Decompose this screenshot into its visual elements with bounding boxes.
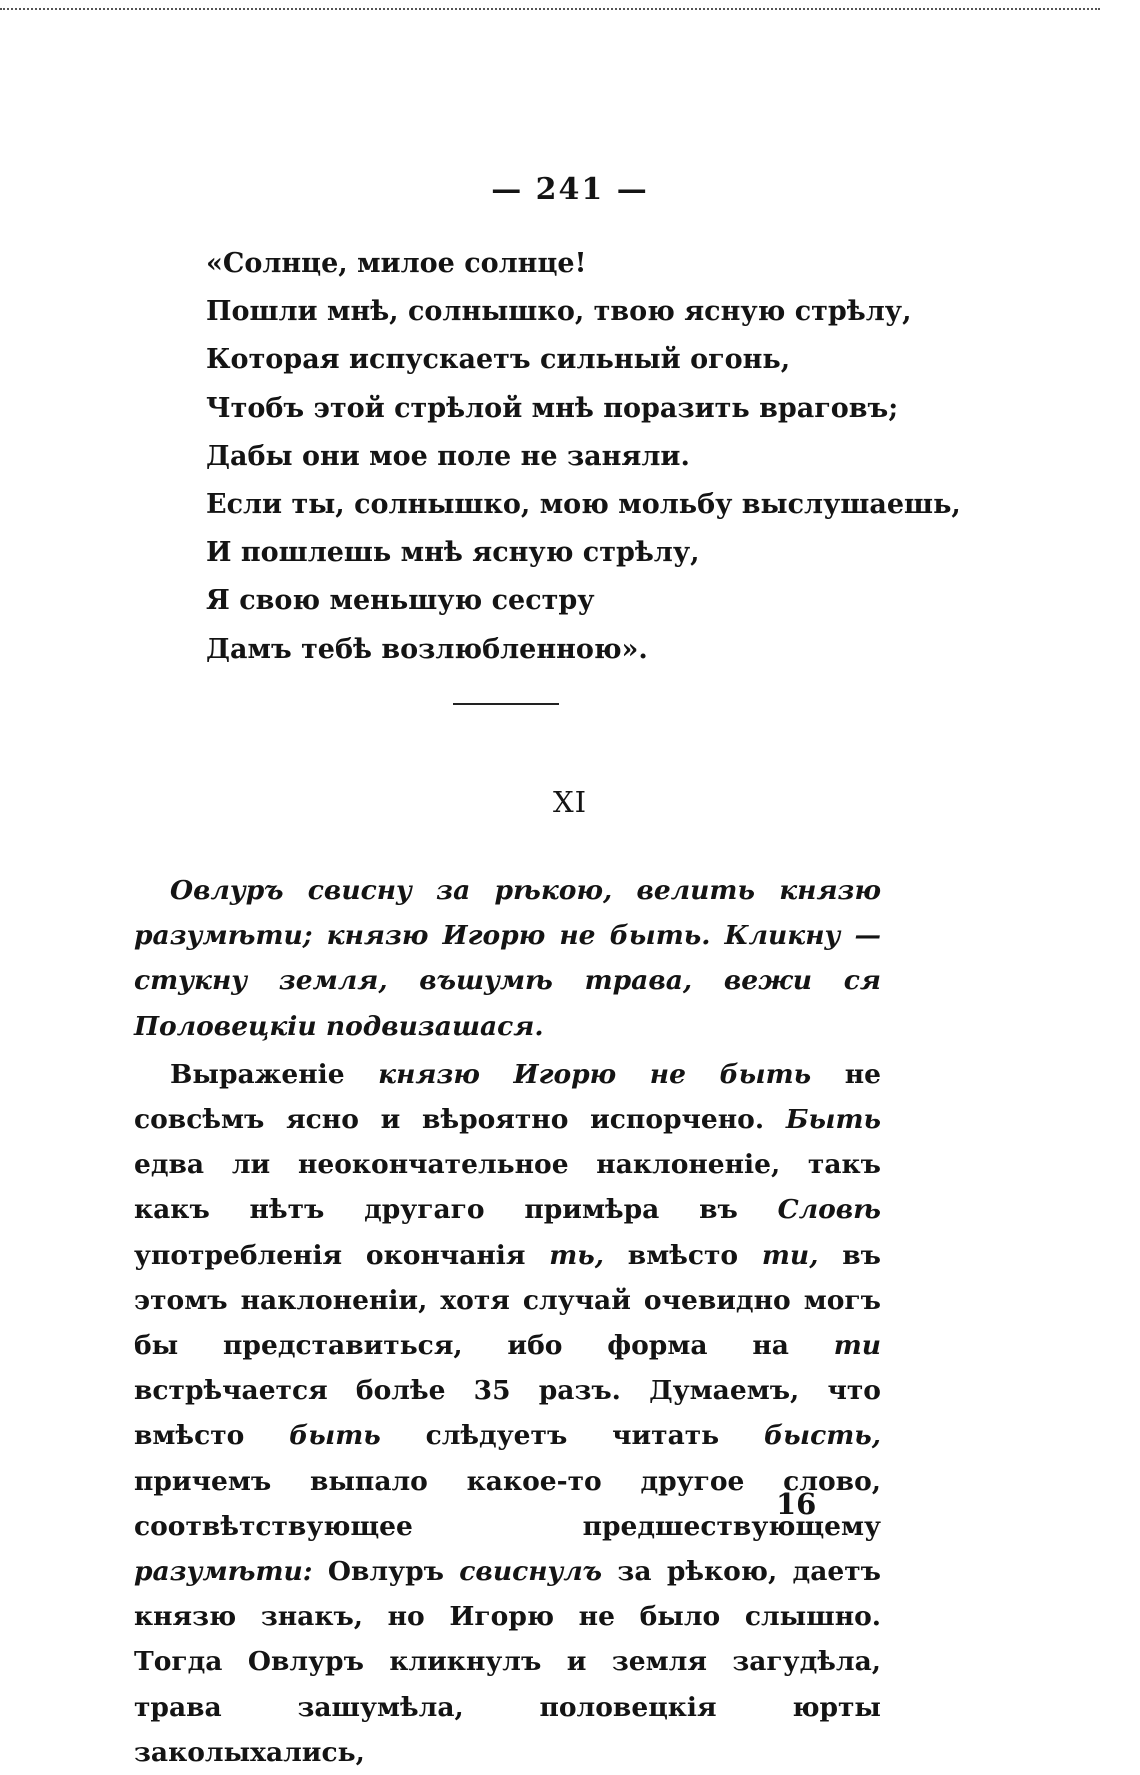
poem-line: Если ты, солнышко, мою мольбу выслушаешь,	[206, 489, 961, 521]
text-run: слѣдуетъ читать	[380, 1420, 764, 1452]
text-run: въ этомъ наклоненіи, хотя случай очевидно могъ бы представиться, ибо форма на	[134, 1239, 881, 1362]
poem-line: Я свою меньшую сестру	[206, 585, 595, 617]
text-run: Выраженіе	[170, 1058, 379, 1090]
text-run: причемъ выпало какое-то другое слово, соотвѣтствующее предшествующему	[134, 1465, 881, 1542]
poem-line: Дамъ тебѣ возлюбленною».	[206, 633, 648, 665]
text-run: едва ли неокончательное наклоненіе, такъ какъ нѣтъ другаго примѣра въ	[134, 1149, 881, 1226]
text-run: употребленія окончанія	[134, 1239, 550, 1271]
text-run: не совсѣмъ ясно и вѣроятно испорчено.	[134, 1058, 881, 1136]
quoted-passage: Овлуръ свисну за рѣкою, велить князю разумѣти; князю Игорю не быть. Кликну — стукну земля, въшумѣ трава, вежи ся Половецкіи подвизашася.	[134, 875, 881, 1042]
text-run: Овлуръ	[312, 1556, 460, 1588]
text-run: встрѣчается болѣе 35 разъ. Думаемъ, что вмѣсто	[134, 1375, 881, 1452]
body-text	[134, 868, 881, 1775]
poem-line: «Солнце, милое солнце!	[206, 248, 587, 279]
text-run: вмѣсто	[603, 1239, 762, 1271]
text-run: ти,	[761, 1239, 819, 1271]
commentary-paragraph	[134, 1052, 881, 1775]
text-run: разумѣти:	[134, 1556, 313, 1588]
text-run: Словѣ	[777, 1194, 881, 1226]
poem-line: Пошли мнѣ, солнышко, твою ясную стрѣлу,	[206, 296, 912, 328]
section-divider	[453, 703, 559, 705]
text-run: свиснулъ	[459, 1556, 603, 1588]
text-run: князю Игорю не быть	[378, 1058, 812, 1090]
text-run: за рѣкою, даетъ князю знакъ, но Игорю не было слышно. Тогда Овлуръ кликнулъ и земля загудѣла, трава зашумѣла, половецкія юрты заколыхались,	[134, 1556, 881, 1768]
poem-line: И пошлешь мнѣ ясную стрѣлу,	[206, 537, 700, 569]
poem-line: Чтобъ этой стрѣлой мнѣ поразить враговъ;	[206, 392, 899, 424]
chapter-heading: XI	[552, 785, 588, 819]
poem-block	[206, 240, 1046, 674]
text-run: быть	[289, 1420, 381, 1452]
text-run: бысть,	[764, 1420, 881, 1452]
text-run: ти	[833, 1330, 881, 1362]
signature-mark: 16	[776, 1487, 817, 1521]
poem-line: Которая испускаетъ сильный огонь,	[206, 344, 791, 376]
top-edge-rule	[0, 2, 1100, 10]
text-run: ть,	[549, 1239, 604, 1271]
page-number: — 241 —	[491, 172, 649, 207]
text-run: Быть	[785, 1104, 881, 1136]
poem-line: Дабы они мое поле не заняли.	[206, 440, 690, 472]
